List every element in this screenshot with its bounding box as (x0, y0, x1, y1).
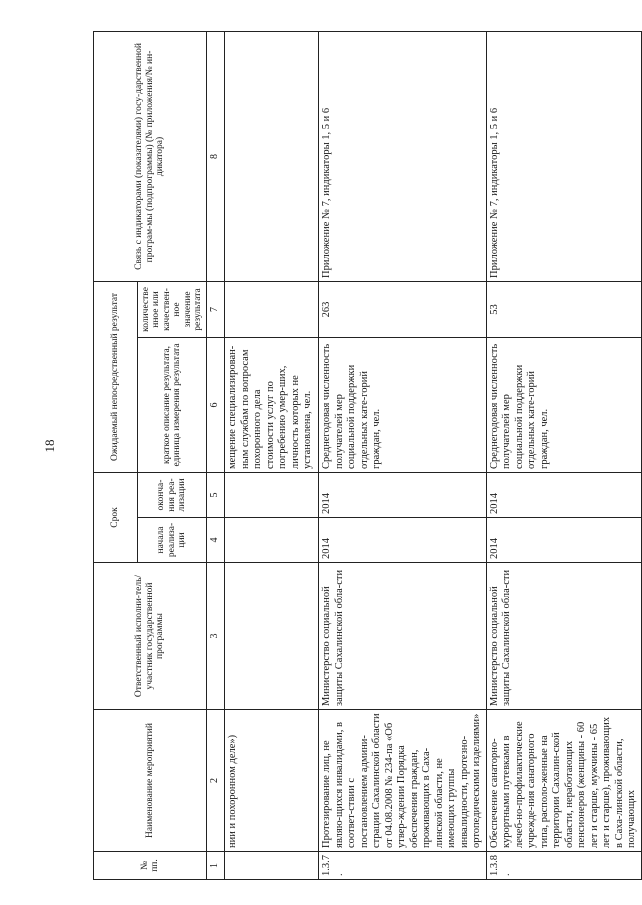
measures-table (93, 31, 642, 880)
header-result: Ожидаемый непосредственный результат (94, 281, 138, 472)
header-name: Наименование мероприятий (94, 710, 207, 852)
header-row-1 (94, 31, 138, 879)
row-result-value (225, 281, 319, 337)
header-term-start: начала реализа-ции (138, 518, 207, 563)
row-result-desc: Среднегодовая численность получателей мер социальной поддержки отдельных кате-горий граждан, чел. (319, 337, 487, 472)
row-result-value: 53 (486, 281, 641, 337)
row-start: 2014 (319, 518, 487, 563)
header-term: Срок (94, 472, 138, 562)
column-number: 3 (207, 563, 225, 710)
column-number-row (207, 31, 225, 879)
row-start (225, 518, 319, 563)
row-responsible (225, 563, 319, 710)
column-number: 8 (207, 31, 225, 281)
header-result-value: количественное или качествен-ное значение результата (138, 281, 207, 337)
column-number: 4 (207, 518, 225, 563)
column-number: 1 (207, 852, 225, 880)
row-responsible: Министерство социальной защиты Сахалинской обла-сти (319, 563, 487, 710)
row-link: Приложение № 7, индикаторы 1, 5 и 6 (486, 31, 641, 281)
column-number: 6 (207, 337, 225, 472)
row-responsible: Министерство социальной защиты Сахалинской обла-сти (486, 563, 641, 710)
table-row (319, 31, 487, 879)
column-number: 5 (207, 472, 225, 517)
row-name: Протезирование лиц, не являю-щихся инвалидами, в соответ-ствии с постановлением админи-страции Сахалинской области от 04.08.2008 № 234-па «Об утвер-ждении Порядка обеспечения граждан, проживающих в Саха-линской области, не имеющих группы инвалидности, протезно-ортопедическими изделиями» (319, 710, 487, 852)
row-num: 1.3.7. (319, 852, 487, 880)
row-end: 2014 (486, 472, 641, 517)
header-responsible: Ответственный исполни-тель/участник государственной программы (94, 563, 207, 710)
column-number: 7 (207, 281, 225, 337)
row-link: Приложение № 7, индикаторы 1, 5 и 6 (319, 31, 487, 281)
table-row (225, 31, 319, 879)
row-end (225, 472, 319, 517)
header-term-end: оконча-ния реа-лизации (138, 472, 207, 517)
table-row (486, 31, 641, 879)
header-num: № пп. (94, 852, 207, 880)
row-num (225, 852, 319, 880)
row-result-desc: мещение специализирован-ным службам по вопросам похоронного дела стоимости услуг по погребению умер-ших, личность которых не установлена, чел. (225, 337, 319, 472)
row-link (225, 31, 319, 281)
row-name: Обеспечение санаторно-курортными путевками в лечеб-но-профилактические учрежде-ния санаторного типа, располо-женные на территории Сахалин-ской области, неработающих пенсионеров (женщины - 60 лет и старше, мужчины - 65 лет и старше), проживающих в Саха-линской области, получающих (486, 710, 641, 852)
row-result-desc: Среднегодовая численность получателей мер социальной поддержки отдельных кате-горий граждан, чел. (486, 337, 641, 472)
header-result-desc: краткое описание результата, единица измерения результата (138, 337, 207, 472)
table-frame (93, 32, 637, 880)
page-number: 18 (42, 439, 57, 453)
header-link: Связь с индикаторами (показателями) госу-дарственной програм-мы (подпрограммы) (№ приложения/№ ин-дикатора) (94, 31, 207, 281)
row-result-value: 263 (319, 281, 487, 337)
row-num: 1.3.8. (486, 852, 641, 880)
row-end: 2014 (319, 472, 487, 517)
column-number: 2 (207, 710, 225, 852)
row-start: 2014 (486, 518, 641, 563)
row-name: нии и похоронном деле») (225, 710, 319, 852)
